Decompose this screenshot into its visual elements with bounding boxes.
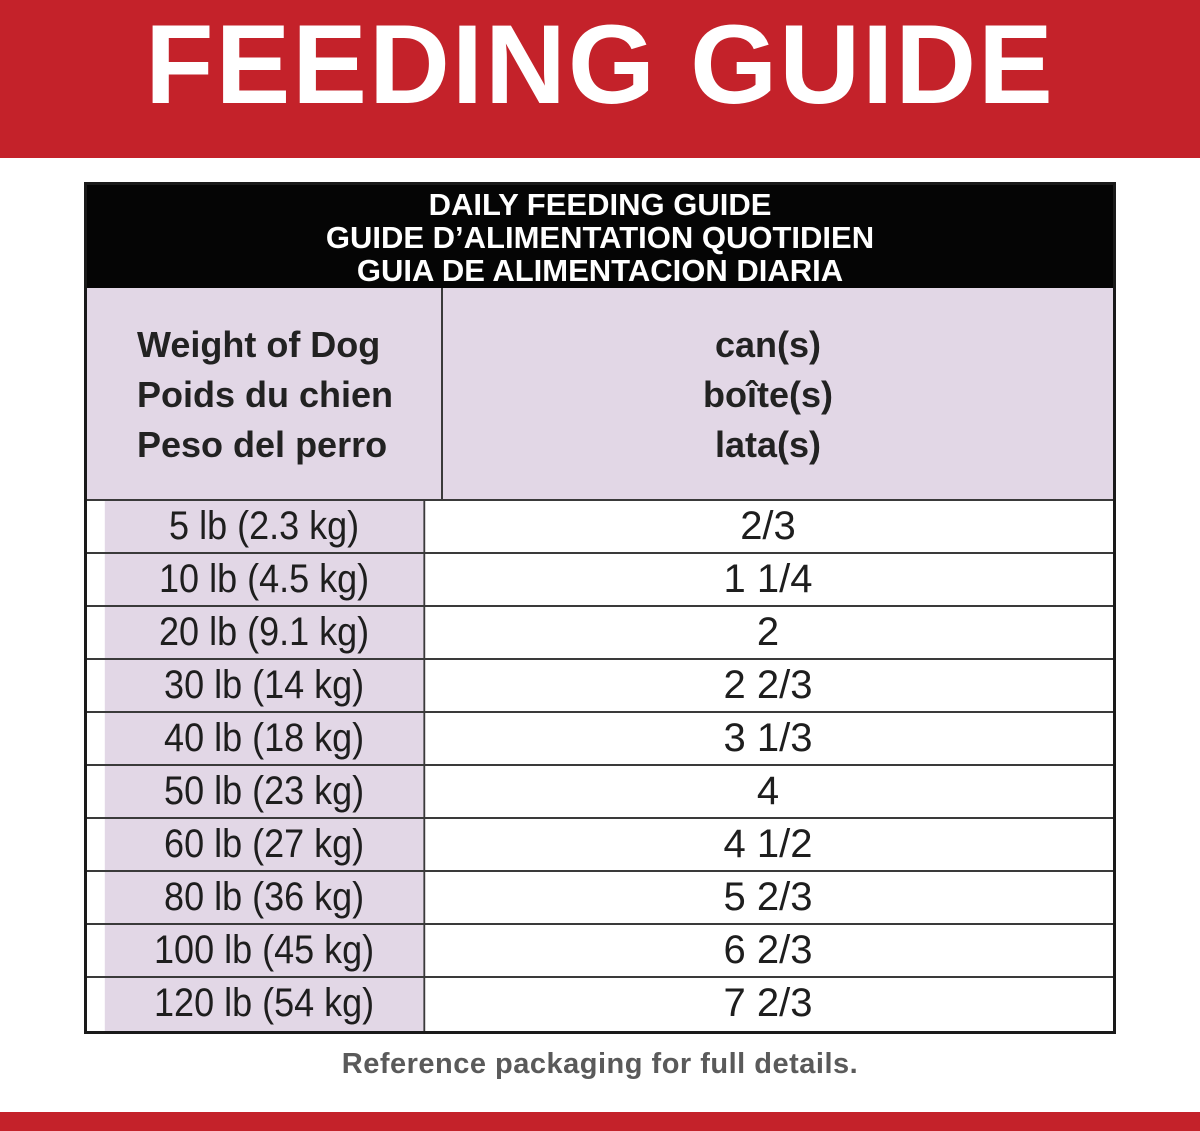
amount-column-heading: [443, 288, 1113, 501]
table-body: [87, 501, 1113, 1031]
table-header-line-fr: GUIDE D’ALIMENTATION QUOTIDIEN: [325, 220, 875, 255]
amount-cell: 7 2/3: [723, 981, 813, 1025]
weight-cell: 20 lb (9.1 kg): [105, 607, 425, 658]
weight-heading-en: Weight of Dog: [137, 324, 381, 365]
amount-cell: 2/3: [740, 504, 796, 548]
amount-cell: 6 2/3: [723, 928, 813, 972]
amount-cell: 2: [756, 610, 780, 654]
amount-cell: 5 2/3: [723, 875, 813, 919]
amount-cell: 4 1/2: [723, 822, 813, 866]
weight-cell: 30 lb (14 kg): [105, 660, 425, 711]
amount-cell: 2 2/3: [723, 663, 813, 707]
amount-cell: 1 1/4: [723, 557, 813, 601]
banner-title: FEEDING GUIDE: [145, 2, 1055, 127]
weight-heading-fr: Poids du chien: [137, 374, 394, 415]
table-row: [87, 819, 1113, 872]
table-header: [87, 185, 1113, 288]
table-row: [87, 872, 1113, 925]
table-row: [87, 554, 1113, 607]
amount-heading-es: lata(s): [714, 424, 822, 465]
table-row: [87, 660, 1113, 713]
table-row: [87, 925, 1113, 978]
top-banner: [0, 0, 1200, 158]
table-row: [87, 607, 1113, 660]
amount-heading-fr: boîte(s): [703, 374, 833, 415]
amount-cell: 3 1/3: [723, 716, 813, 760]
weight-cell: 80 lb (36 kg): [105, 872, 425, 923]
weight-heading-es: Peso del perro: [137, 424, 388, 465]
amount-cell: 4: [756, 769, 780, 813]
bottom-bar: [0, 1112, 1200, 1131]
table-row: [87, 501, 1113, 554]
weight-cell: 120 lb (54 kg): [105, 978, 425, 1031]
table-row: [87, 766, 1113, 819]
weight-cell: 60 lb (27 kg): [105, 819, 425, 870]
weight-cell: 100 lb (45 kg): [105, 925, 425, 976]
amount-heading-en: can(s): [714, 324, 822, 365]
footnote: Reference packaging for full details.: [341, 1048, 859, 1080]
table-row: [87, 978, 1113, 1031]
table-row: [87, 713, 1113, 766]
weight-cell: 5 lb (2.3 kg): [105, 501, 425, 552]
weight-cell: 50 lb (23 kg): [105, 766, 425, 817]
weight-cell: 40 lb (18 kg): [105, 713, 425, 764]
table-header-line-en: DAILY FEEDING GUIDE: [428, 187, 772, 222]
weight-cell: 10 lb (4.5 kg): [105, 554, 425, 605]
feeding-table: [84, 182, 1116, 1034]
weight-column-heading: [87, 288, 443, 501]
table-header-line-es: GUIA DE ALIMENTACION DIARIA: [356, 253, 844, 288]
